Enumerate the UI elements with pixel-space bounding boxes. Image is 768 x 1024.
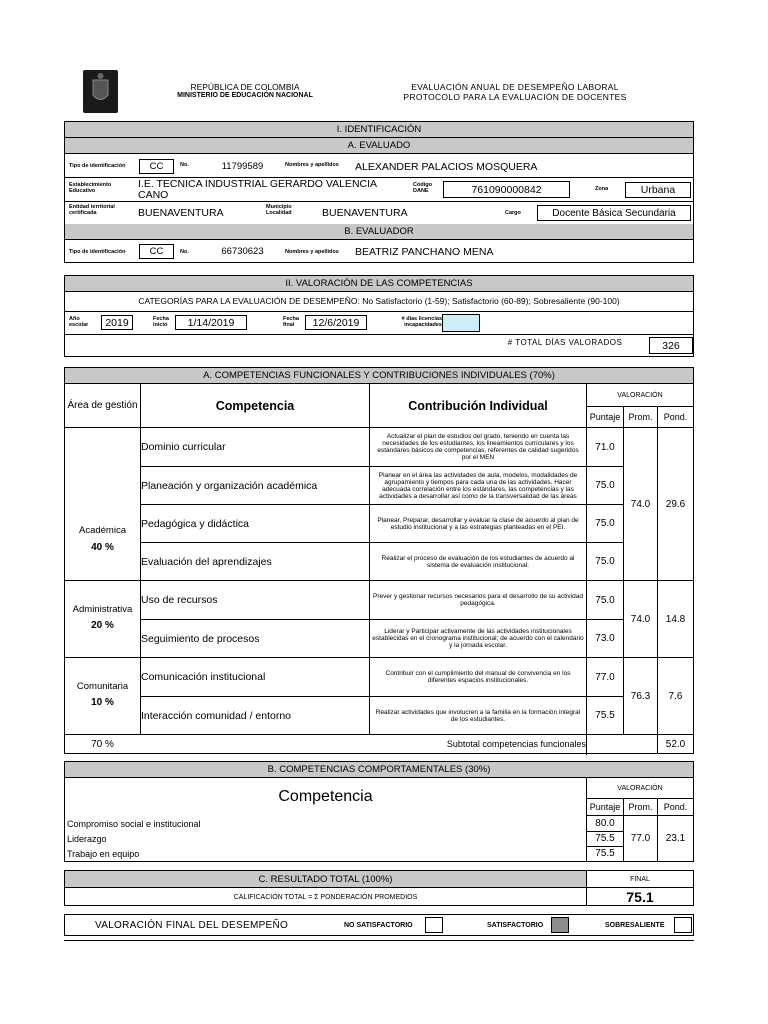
- prom-academica: 74.0: [630, 498, 651, 510]
- cargo-label: Cargo: [505, 210, 521, 216]
- comp-col-pond: Pond.: [663, 801, 688, 812]
- comp-row-puntaje: 80.0: [595, 818, 615, 829]
- area-administrativa-name: Administrativa: [72, 604, 133, 615]
- comp-row-name: Compromiso social e institucional: [67, 818, 201, 829]
- competencia-cell: Comunicación institucional: [141, 671, 266, 683]
- puntaje-cell: 75.0: [595, 480, 615, 491]
- table-row: [141, 543, 693, 580]
- inicio-value: 1/14/2019: [175, 315, 247, 330]
- contribucion-cell: Actualizar el plan de estudios del grado, teniendo en cuenta las necesidades de los estudiantes, los lineamientos curriculares y los estándares básicos de competencias, referentes de calidad sugeridos por el MEN: [377, 433, 579, 461]
- dane-label: Código DANE: [413, 182, 432, 194]
- competencia-cell: Dominio curricular: [141, 441, 226, 453]
- comp-row-name: Liderazgo: [67, 833, 107, 844]
- total-dias-value: 326: [649, 337, 693, 354]
- ev-nombre-label: Nombres y apellidos: [285, 249, 339, 255]
- ent-label: Entidad territorial certificada: [69, 204, 115, 216]
- area-comunitaria-pct: 10 %: [91, 697, 114, 708]
- header-ministerio: MINISTERIO DE EDUCACIÓN NACIONAL: [177, 92, 313, 99]
- col-pond: Pond.: [663, 411, 688, 422]
- table-row: [141, 581, 693, 619]
- pond-comunitaria: 7.6: [668, 690, 683, 702]
- total-pct: 70 %: [91, 738, 114, 750]
- no-satisfactorio-checkbox[interactable]: [425, 917, 443, 933]
- col-puntaje: Puntaje: [589, 411, 621, 422]
- satisfactorio-checkbox[interactable]: [551, 917, 569, 933]
- comp-col-prom: Prom.: [628, 801, 653, 812]
- mun-value: BUENAVENTURA: [322, 207, 408, 219]
- final-value: 12/6/2019: [305, 315, 367, 330]
- prom-comunitaria: 76.3: [630, 690, 651, 702]
- valoracion-section: [64, 275, 694, 357]
- satisfactorio-label: SATISFACTORIO: [487, 921, 544, 929]
- cargo-value: Docente Básica Secundaria: [537, 205, 691, 221]
- col-valoracion: VALORACIÓN: [617, 391, 663, 399]
- comportamentales-title: B. COMPETENCIAS COMPORTAMENTALES (30%): [65, 762, 693, 778]
- pond-academica: 29.6: [665, 498, 686, 510]
- area-academica: [65, 427, 140, 580]
- comp-row-puntaje: 75.5: [595, 833, 615, 844]
- inicio-label: Fecha inicio: [153, 316, 169, 328]
- comp-pond: 23.1: [665, 833, 686, 844]
- puntaje-cell: 75.0: [595, 594, 615, 606]
- header-evaluacion: EVALUACIÓN ANUAL DE DESEMPEÑO LABORAL: [411, 82, 619, 92]
- categorias-text: CATEGORÍAS PARA LA EVALUACIÓN DE DESEMPEÑO: No Satisfactorio (1-59); Satisfactorio (60-89); Sobresaliente (90-100): [138, 296, 620, 306]
- competencia-cell: Interacción comunidad / entorno: [141, 709, 292, 722]
- ev-no-value: 66730623: [221, 246, 264, 257]
- comp-row-name: Trabajo en equipo: [67, 848, 140, 859]
- dane-value: 761090000842: [443, 181, 570, 198]
- identificacion-section: [64, 121, 694, 263]
- comp-col-valoracion: VALORACIÓN: [617, 784, 663, 792]
- no-value: 11799589: [221, 161, 264, 172]
- contribucion-cell: Planear, Preparar, desarrollar y evaluar la clase de acuerdo al plan de estudio institucional y a las estrategias planteadas en el PEI.: [377, 516, 579, 531]
- area-administrativa-pct: 20 %: [91, 620, 114, 631]
- resultado-section: [64, 870, 694, 906]
- subtotal-value: 52.0: [665, 738, 686, 750]
- col-area: Área de gestión: [67, 399, 138, 411]
- nombre-value: ALEXANDER PALACIOS MOSQUERA: [355, 160, 538, 173]
- footer-divider: [64, 940, 694, 941]
- shield-icon: [83, 70, 118, 113]
- evaluado-title: A. EVALUADO: [65, 138, 693, 154]
- table-row: [141, 467, 693, 504]
- tipo-value: CC: [139, 159, 174, 174]
- header-republica: REPÚBLICA DE COLOMBIA: [190, 82, 300, 92]
- funcionales-section: [64, 367, 694, 754]
- dias-lic-input[interactable]: [442, 314, 480, 332]
- subtotal-label: Subtotal competencias funcionales: [446, 739, 586, 749]
- col-competencia: Competencia: [215, 398, 295, 413]
- competencia-cell: Evaluación del aprendizajes: [141, 555, 272, 568]
- competencia-cell: Seguimiento de procesos: [141, 632, 260, 645]
- area-comunitaria-name: Comunitaria: [76, 681, 129, 692]
- funcionales-title: A. COMPETENCIAS FUNCIONALES Y CONTRIBUCIONES INDIVIDUALES (70%): [65, 368, 693, 384]
- competencia-cell: Uso de recursos: [141, 594, 218, 606]
- competencia-cell: Planeación y organización académica: [141, 479, 318, 492]
- sobresaliente-label: SOBRESALIENTE: [605, 921, 665, 929]
- total-dias-label: # TOTAL DÍAS VALORADOS: [507, 338, 623, 347]
- tipo-label: Tipo de identificación: [69, 163, 126, 169]
- header-protocolo: PROTOCOLO PARA LA EVALUACIÓN DE DOCENTES: [403, 92, 627, 102]
- area-academica-name: Académica: [79, 525, 126, 536]
- valoracion-title: II. VALORACIÓN DE LAS COMPETENCIAS: [65, 276, 693, 292]
- puntaje-cell: 77.0: [595, 671, 615, 683]
- calif-value: 75.1: [626, 888, 654, 905]
- puntaje-cell: 75.0: [595, 556, 615, 567]
- est-value: I.E. TECNICA INDUSTRIAL GERARDO VALENCIA CANO: [138, 178, 377, 201]
- col-prom: Prom.: [628, 411, 653, 422]
- competencia-cell: Pedagógica y didáctica: [141, 517, 249, 530]
- comp-col-competencia: Competencia: [278, 788, 373, 805]
- ev-tipo-label: Tipo de identificación: [69, 249, 126, 255]
- col-contribucion: Contribución Individual: [408, 398, 548, 413]
- pond-administrativa: 14.8: [665, 613, 686, 625]
- anio-value: 2019: [101, 315, 133, 330]
- no-satisfactorio-label: NO SATISFACTORIO: [344, 921, 413, 929]
- table-row: [141, 620, 693, 657]
- ev-nombre-value: BEATRIZ PANCHANO MENA: [355, 245, 494, 258]
- contribucion-cell: Realizar actividades que involucren a la familia en la formación integral de los estudiantes.: [375, 708, 581, 723]
- puntaje-cell: 75.5: [595, 710, 615, 721]
- evaluador-title: B. EVALUADOR: [65, 224, 693, 240]
- puntaje-cell: 71.0: [595, 441, 615, 453]
- resultado-title: C. RESULTADO TOTAL (100%): [65, 871, 586, 888]
- nombre-label: Nombres y apellidos: [285, 162, 339, 168]
- table-row: [141, 428, 693, 466]
- area-administrativa: [65, 580, 140, 657]
- coat-of-arms-icon: [83, 70, 118, 113]
- zona-label: Zona: [595, 186, 609, 192]
- calif-label: CALIFICACIÓN TOTAL = Σ PONDERACIÓN PROMEDIOS: [233, 893, 418, 901]
- contribucion-cell: Planear en el área las actividades de aula, modelos, modalidades de agrupamiento y tiempos para cada una de las actividades. Hacer adecuada correlación entre los estándares, las competencias y las actividades a desarrollar así como de la transversalidad de las áreas: [378, 471, 578, 500]
- area-comunitaria: [65, 657, 140, 734]
- ev-no-label: No.: [180, 249, 189, 255]
- comp-row-puntaje: 75.5: [595, 848, 615, 859]
- no-label: No.: [180, 162, 189, 168]
- desempeno-section: [64, 914, 694, 936]
- comportamentales-section: [64, 761, 694, 862]
- anio-label: Año escolar: [69, 316, 89, 328]
- dias-lic-label: # días licencias incapacidades: [401, 316, 442, 328]
- sobresaliente-checkbox[interactable]: [674, 917, 692, 933]
- contribucion-cell: Liderar y Participar activamente de las actividades institucionales establecidas en el cronograma institucional; de acuerdo con el calendario y la jornada escolar.: [372, 628, 584, 649]
- ent-value: BUENAVENTURA: [138, 207, 224, 219]
- est-label: Establecimiento Educativo: [69, 182, 112, 194]
- puntaje-cell: 75.0: [595, 518, 615, 529]
- puntaje-cell: 73.0: [595, 633, 615, 644]
- table-row: [141, 658, 693, 696]
- mun-label: Municipio Localidad: [266, 204, 292, 216]
- final-label: FINAL: [587, 871, 693, 888]
- comp-col-puntaje: Puntaje: [589, 801, 621, 812]
- final-label: Fecha final: [283, 316, 299, 328]
- identificacion-title: I. IDENTIFICACIÓN: [65, 122, 693, 138]
- contribucion-cell: Realizar el proceso de evaluación de los estudiantes de acuerdo al sistema de evaluación institucional.: [381, 554, 575, 569]
- prom-administrativa: 74.0: [630, 613, 651, 625]
- comp-prom: 77.0: [630, 833, 651, 844]
- desempeno-label: VALORACIÓN FINAL DEL DESEMPEÑO: [95, 919, 289, 931]
- zona-value: Urbana: [625, 182, 691, 198]
- contribucion-cell: Contribuir con el cumplimiento del manual de convivencia en los diferentes espacios institucionales.: [385, 670, 571, 684]
- table-row: [141, 697, 693, 734]
- ev-tipo-value: CC: [139, 244, 174, 259]
- table-row: [141, 505, 693, 542]
- contribucion-cell: Prever y gestionar recursos necesarios para el desarrollo de su actividad pedagógica.: [373, 593, 583, 607]
- area-academica-pct: 40 %: [91, 542, 114, 553]
